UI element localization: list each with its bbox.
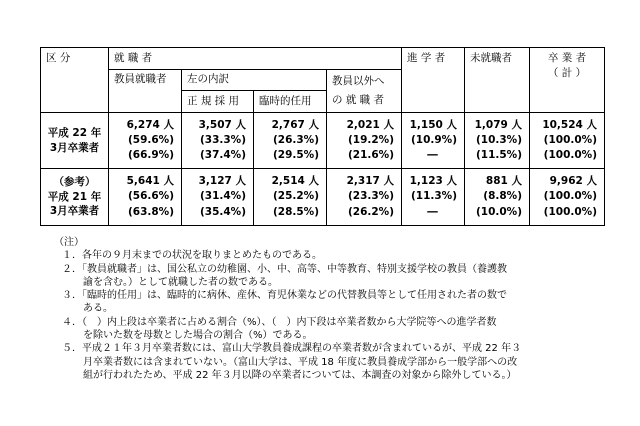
- cell-value: (10.0%): [475, 205, 522, 218]
- cell-value: (100.0%): [543, 149, 597, 162]
- cell-other-employment: [327, 113, 402, 169]
- cell-value: ―: [427, 149, 438, 162]
- header-temporary: 臨時的任用: [254, 91, 327, 113]
- cell-value: (10.3%): [475, 133, 522, 146]
- note-1: １．各年の９月末までの状況を取りまとめたものである。: [62, 250, 322, 262]
- cell-temporary: [254, 113, 327, 169]
- note-3: ３．「臨時的任用」は、臨時的に病休、産休、育児休業などの代替教員等として任用された者の数で: [62, 290, 507, 302]
- cell-value: 5,641 人: [126, 175, 174, 188]
- cell-value: 881 人: [485, 175, 522, 188]
- cell-value: 1,150 人: [409, 118, 457, 131]
- cell-value: (11.5%): [475, 149, 522, 162]
- cell-value: (59.6%): [127, 133, 174, 146]
- cell-regular: [182, 113, 254, 169]
- cell-temporary: [254, 169, 327, 226]
- cell-value: (100.0%): [543, 133, 597, 146]
- cell-value: (63.8%): [127, 205, 174, 218]
- note-2-continued: 諭を含む。）として就職した者の数である。: [83, 276, 278, 288]
- header-graduates: [530, 48, 605, 113]
- cell-value: (25.2%): [272, 190, 319, 203]
- cell-graduates: [530, 113, 605, 169]
- cell-value: (31.4%): [199, 190, 246, 203]
- cell-value: (33.3%): [199, 133, 246, 146]
- row-label: （参考） 平成 21 年 3月卒業者: [41, 169, 109, 226]
- cell-value: (28.5%): [272, 205, 319, 218]
- header-other-line1: 教員以外へ: [332, 74, 385, 87]
- cell-regular: [182, 169, 254, 226]
- cell-value: 2,317 人: [346, 175, 394, 188]
- note-5-continued: 組が行われたため、平成 22 年３月以降の卒業者については、本調査の対象から除外している。）: [83, 369, 517, 381]
- note-4: ４．（ ）内上段は卒業者に占める割合（%）、（ ）内下段は卒業者数から大学院等への進学者数: [62, 316, 497, 328]
- cell-unemployed: [465, 169, 530, 226]
- header-other-employment: [327, 70, 402, 113]
- note-5: ５．平成２１年３月卒業者数には、富山大学教員養成課程の卒業者数が含まれているが、平成 22 年３: [62, 343, 522, 355]
- cell-value: 3,127 人: [198, 175, 246, 188]
- cell-value: 1,079 人: [474, 118, 522, 131]
- table-row: [41, 113, 605, 169]
- cell-value: 2,767 人: [271, 118, 319, 131]
- cell-further-study: [402, 169, 465, 226]
- cell-value: 2,514 人: [271, 175, 319, 188]
- cell-value: 1,123 人: [409, 175, 457, 188]
- header-other-line2: の 就 職 者: [332, 94, 385, 106]
- row-label: 平成 22 年 3月卒業者: [41, 113, 109, 169]
- cell-value: (29.5%): [272, 149, 319, 162]
- cell-value: (100.0%): [543, 205, 597, 218]
- cell-value: (26.2%): [347, 205, 394, 218]
- header-teacher: 教員就職者: [109, 70, 182, 113]
- header-category: 区 分: [41, 48, 109, 113]
- note-3-continued: ある。: [83, 303, 113, 315]
- cell-value: 9,962 人: [549, 175, 597, 188]
- header-graduates-label: 卒 業 者: [547, 52, 587, 64]
- cell-unemployed: [465, 113, 530, 169]
- cell-value: ―: [427, 205, 438, 218]
- table-row: [41, 169, 605, 226]
- cell-value: (37.4%): [199, 149, 246, 162]
- graduate-employment-table: [40, 47, 605, 226]
- note-2: ２．「教員就職者」は、国公私立の幼稚園、小、中、高等、中等教育、特別支援学校の教員（養護教: [62, 263, 507, 275]
- cell-teacher: [109, 113, 182, 169]
- cell-value: (11.3%): [410, 190, 457, 203]
- cell-value: 3,507 人: [198, 118, 246, 131]
- cell-value: (23.3%): [347, 190, 394, 203]
- cell-value: (35.4%): [199, 205, 246, 218]
- notes-heading: （注）: [54, 237, 84, 248]
- header-further-study: 進 学 者: [402, 48, 465, 113]
- cell-value: 2,021 人: [346, 118, 394, 131]
- note-4-continued: を除いた数を母数とした場合の割合（%）である。: [83, 330, 313, 342]
- header-regular: 正 規 採 用: [182, 91, 254, 113]
- cell-value: (66.9%): [127, 149, 174, 162]
- header-breakdown: 左の内訳: [182, 70, 327, 91]
- header-graduates-sub: （ 計 ）: [547, 67, 587, 80]
- cell-teacher: [109, 169, 182, 226]
- cell-value: 6,274 人: [126, 118, 174, 131]
- cell-other-employment: [327, 169, 402, 226]
- header-unemployed: 未就職者: [465, 48, 530, 113]
- cell-value: (56.6%): [127, 190, 174, 203]
- note-5-continued: 月卒業者数には含まれていない。（富山大学は、平成 18 年度に教員養成学部から一般学部への改: [83, 356, 518, 368]
- cell-value: 10,524 人: [542, 118, 597, 131]
- cell-value: (10.9%): [410, 133, 457, 146]
- cell-further-study: [402, 113, 465, 169]
- notes-section: [48, 236, 608, 382]
- cell-value: (19.2%): [347, 133, 394, 146]
- cell-value: (21.6%): [347, 149, 394, 162]
- header-employed: 就 職 者: [109, 48, 402, 70]
- cell-value: (26.3%): [272, 133, 319, 146]
- cell-value: (100.0%): [543, 190, 597, 203]
- cell-graduates: [530, 169, 605, 226]
- cell-value: (8.8%): [483, 190, 522, 203]
